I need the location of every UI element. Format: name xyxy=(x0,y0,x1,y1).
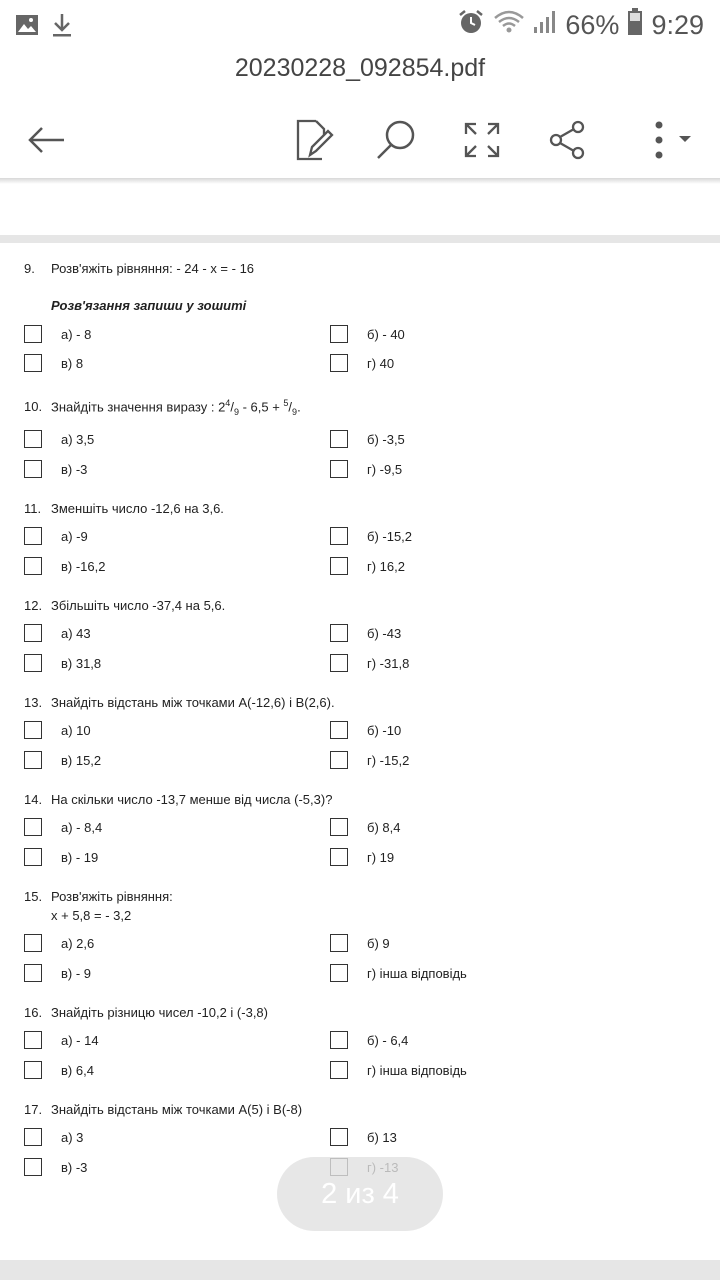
checkbox[interactable] xyxy=(24,751,42,769)
checkbox[interactable] xyxy=(24,721,42,739)
page-separator xyxy=(0,235,720,243)
option-9c[interactable]: в) 8 xyxy=(24,354,83,372)
checkbox[interactable] xyxy=(330,721,348,739)
checkbox[interactable] xyxy=(330,848,348,866)
option-15c[interactable]: в) - 9 xyxy=(24,964,91,982)
option-9d[interactable]: г) 40 xyxy=(330,354,394,372)
checkbox[interactable] xyxy=(330,430,348,448)
option-14c[interactable]: в) - 19 xyxy=(24,848,98,866)
option-10d[interactable]: г) -9,5 xyxy=(330,460,402,478)
checkbox[interactable] xyxy=(24,430,42,448)
question-15: 15. Розв'яжіть рівняння: xyxy=(24,889,173,904)
back-arrow-icon xyxy=(26,125,66,155)
checkbox[interactable] xyxy=(330,751,348,769)
option-17a[interactable]: а) 3 xyxy=(24,1128,83,1146)
option-17b[interactable]: б) 13 xyxy=(330,1128,397,1146)
alarm-icon xyxy=(457,8,485,43)
checkbox[interactable] xyxy=(24,557,42,575)
edit-button[interactable] xyxy=(286,112,342,168)
checkbox[interactable] xyxy=(330,964,348,982)
option-13c[interactable]: в) 15,2 xyxy=(24,751,101,769)
image-notification-icon xyxy=(14,12,40,43)
option-11b[interactable]: б) -15,2 xyxy=(330,527,412,545)
option-13d[interactable]: г) -15,2 xyxy=(330,751,409,769)
option-12b[interactable]: б) -43 xyxy=(330,624,401,642)
checkbox[interactable] xyxy=(24,818,42,836)
option-15b[interactable]: б) 9 xyxy=(330,934,390,952)
back-button[interactable] xyxy=(18,112,74,168)
checkbox[interactable] xyxy=(330,654,348,672)
search-button[interactable] xyxy=(368,112,424,168)
option-16b[interactable]: б) - 6,4 xyxy=(330,1031,408,1049)
expand-icon xyxy=(464,122,500,158)
checkbox[interactable] xyxy=(24,1031,42,1049)
option-14d[interactable]: г) 19 xyxy=(330,848,394,866)
question-16: 16. Знайдіть різницю чисел -10,2 і (-3,8) xyxy=(24,1005,268,1020)
checkbox[interactable] xyxy=(24,1128,42,1146)
question-11: 11. Зменшіть число -12,6 на 3,6. xyxy=(24,501,224,516)
question-10: 10. Знайдіть значення виразу : $2^4/_9 - 6,5 + ^5/_9$. xyxy=(24,398,301,417)
question-9: 9. Розв'яжіть рівняння: - 24 - х = - 16 xyxy=(24,261,255,276)
pdf-page[interactable] xyxy=(0,243,720,1260)
checkbox[interactable] xyxy=(330,1061,348,1079)
checkbox[interactable] xyxy=(24,1158,42,1176)
option-10b[interactable]: б) -3,5 xyxy=(330,430,405,448)
option-11d[interactable]: г) 16,2 xyxy=(330,557,405,575)
toolbar xyxy=(0,100,720,180)
option-10c[interactable]: в) -3 xyxy=(24,460,87,478)
checkbox[interactable] xyxy=(330,1128,348,1146)
option-15d[interactable]: г) інша відповідь xyxy=(330,964,467,982)
question-14: 14. На скільки число -13,7 менше від числа (-5,3)? xyxy=(24,792,333,807)
checkbox[interactable] xyxy=(330,460,348,478)
question-15-equation: х + 5,8 = - 3,2 xyxy=(51,908,132,923)
signal-icon xyxy=(533,9,557,42)
option-14b[interactable]: б) 8,4 xyxy=(330,818,400,836)
checkbox[interactable] xyxy=(24,325,42,343)
wifi-icon xyxy=(493,9,525,42)
option-12d[interactable]: г) -31,8 xyxy=(330,654,409,672)
option-12a[interactable]: а) 43 xyxy=(24,624,91,642)
search-icon xyxy=(375,119,417,161)
question-17: 17. Знайдіть відстань між точками А(5) і В(-8) xyxy=(24,1102,303,1117)
option-14a[interactable]: а) - 8,4 xyxy=(24,818,102,836)
share-button[interactable] xyxy=(539,112,595,168)
checkbox[interactable] xyxy=(24,964,42,982)
option-16c[interactable]: в) 6,4 xyxy=(24,1061,94,1079)
option-9b[interactable]: б) - 40 xyxy=(330,325,405,343)
question-13: 13. Знайдіть відстань між точками А(-12,6) і В(2,6). xyxy=(24,695,335,710)
checkbox[interactable] xyxy=(330,1031,348,1049)
checkbox[interactable] xyxy=(330,934,348,952)
option-15a[interactable]: а) 2,6 xyxy=(24,934,94,952)
checkbox[interactable] xyxy=(330,818,348,836)
option-13a[interactable]: а) 10 xyxy=(24,721,91,739)
option-11a[interactable]: а) -9 xyxy=(24,527,88,545)
checkbox[interactable] xyxy=(330,325,348,343)
document-title: 20230228_092854.pdf xyxy=(234,54,486,82)
battery-icon xyxy=(627,8,643,43)
checkbox[interactable] xyxy=(24,848,42,866)
option-16d[interactable]: г) інша відповідь xyxy=(330,1061,467,1079)
more-options-button[interactable] xyxy=(630,112,700,168)
option-11c[interactable]: в) -16,2 xyxy=(24,557,105,575)
page-indicator: 2 из 4 xyxy=(277,1157,443,1231)
fullscreen-button[interactable] xyxy=(454,112,510,168)
page-separator-bottom xyxy=(0,1260,720,1280)
checkbox[interactable] xyxy=(330,354,348,372)
checkbox[interactable] xyxy=(24,354,42,372)
option-12c[interactable]: в) 31,8 xyxy=(24,654,101,672)
checkbox[interactable] xyxy=(24,1061,42,1079)
section-note: Розв'язання запиши у зошиті xyxy=(51,298,247,313)
clock-time: 9:29 xyxy=(651,10,704,40)
question-12: 12. Збільшіть число -37,4 на 5,6. xyxy=(24,598,226,613)
checkbox[interactable] xyxy=(330,527,348,545)
battery-percent: 66% xyxy=(565,10,620,40)
checkbox[interactable] xyxy=(24,527,42,545)
share-icon xyxy=(548,120,586,160)
option-9a[interactable]: а) - 8 xyxy=(24,325,91,343)
option-10a[interactable]: а) 3,5 xyxy=(24,430,94,448)
checkbox[interactable] xyxy=(24,934,42,952)
option-17c[interactable]: в) -3 xyxy=(24,1158,87,1176)
option-13b[interactable]: б) -10 xyxy=(330,721,401,739)
checkbox[interactable] xyxy=(330,557,348,575)
checkbox[interactable] xyxy=(24,624,42,642)
more-vertical-icon xyxy=(635,120,695,160)
edit-document-icon xyxy=(294,119,334,161)
checkbox[interactable] xyxy=(330,624,348,642)
status-bar xyxy=(0,0,720,52)
checkbox[interactable] xyxy=(24,460,42,478)
checkbox[interactable] xyxy=(24,654,42,672)
option-16a[interactable]: а) - 14 xyxy=(24,1031,99,1049)
download-icon xyxy=(50,12,74,43)
